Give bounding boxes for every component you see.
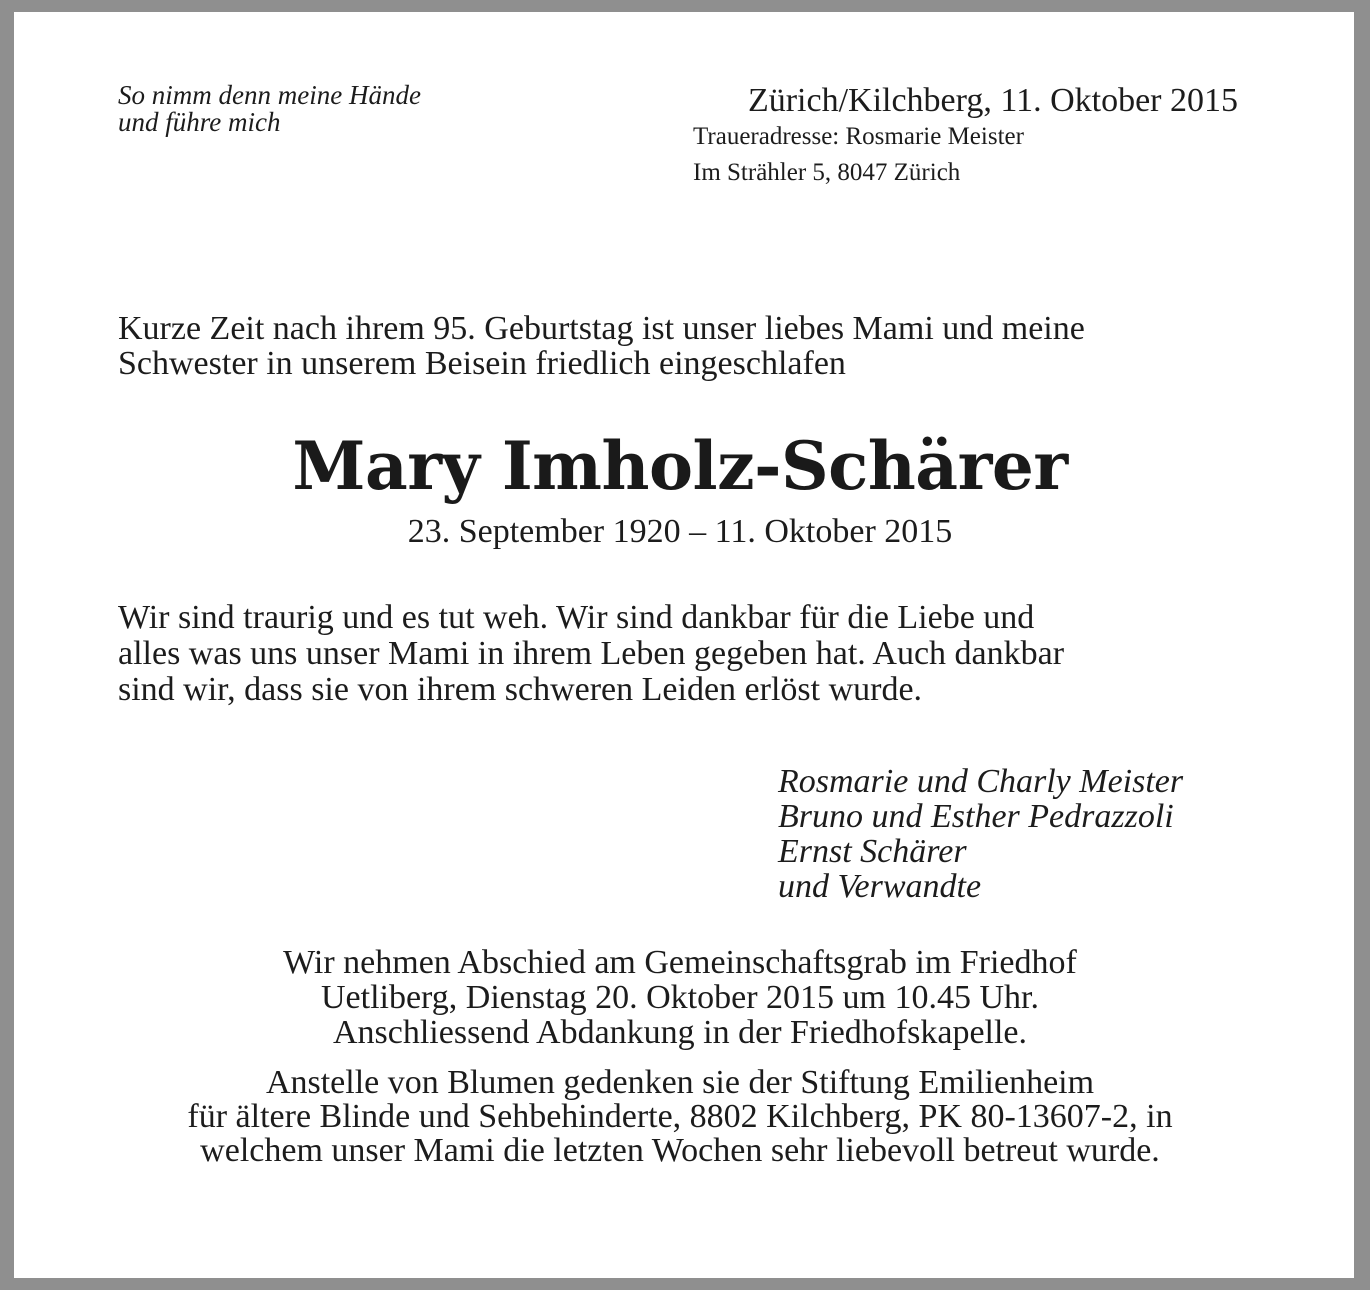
- mourner-name: Rosmarie und Charly Meister: [778, 763, 1184, 800]
- mourning-address: Traueradresse: Rosmarie Meister: [693, 123, 1024, 150]
- funeral-info: [14, 945, 1346, 1050]
- mourner-name: Bruno und Esther Pedrazzoli: [778, 798, 1174, 835]
- funeral-line: Anschliessend Abdankung in der Friedhofskapelle.: [332, 1014, 1028, 1051]
- mourner-name: Ernst Schärer: [778, 833, 967, 870]
- intro-paragraph: [118, 311, 1242, 381]
- place-date: Zürich/Kilchberg, 11. Oktober 2015: [747, 82, 1238, 119]
- motto-line: und führe mich: [118, 107, 281, 137]
- donation-line: Anstelle von Blumen gedenken sie der Stiftung Emilienheim: [265, 1064, 1095, 1101]
- message-paragraph: [118, 600, 1064, 708]
- life-dates: 23. September 1920 – 11. Oktober 2015: [407, 513, 953, 550]
- mourners-list: [778, 764, 1183, 904]
- intro-line: Schwester in unserem Beisein friedlich eingeschlafen: [118, 345, 846, 382]
- message-line: sind wir, dass sie von ihrem schweren Leiden erlöst wurde.: [118, 671, 923, 708]
- obituary-notice: [14, 12, 1354, 1278]
- mourner-name: und Verwandte: [778, 868, 982, 905]
- deceased-name: Mary Imholz-Schärer: [292, 427, 1068, 505]
- donation-info: [14, 1066, 1346, 1168]
- donation-line: für ältere Blinde und Sehbehinderte, 8802 Kilchberg, PK 80-13607-2, in: [187, 1098, 1173, 1135]
- motto-quote: [118, 82, 421, 136]
- message-line: alles was uns unser Mami in ihrem Leben gegeben hat. Auch dankbar: [118, 635, 1065, 672]
- motto-line: So nimm denn meine Hände: [118, 80, 421, 110]
- donation-line: welchem unser Mami die letzten Wochen sehr liebevoll betreut wurde.: [200, 1132, 1160, 1169]
- mourning-address-street: Im Strähler 5, 8047 Zürich: [693, 159, 961, 186]
- funeral-line: Wir nehmen Abschied am Gemeinschaftsgrab im Friedhof: [283, 944, 1077, 981]
- funeral-line: Uetliberg, Dienstag 20. Oktober 2015 um 10.45 Uhr.: [320, 979, 1039, 1016]
- message-line: Wir sind traurig und es tut weh. Wir sind dankbar für die Liebe und: [118, 599, 1035, 636]
- intro-line: Kurze Zeit nach ihrem 95. Geburtstag ist unser liebes Mami und meine: [118, 310, 1085, 347]
